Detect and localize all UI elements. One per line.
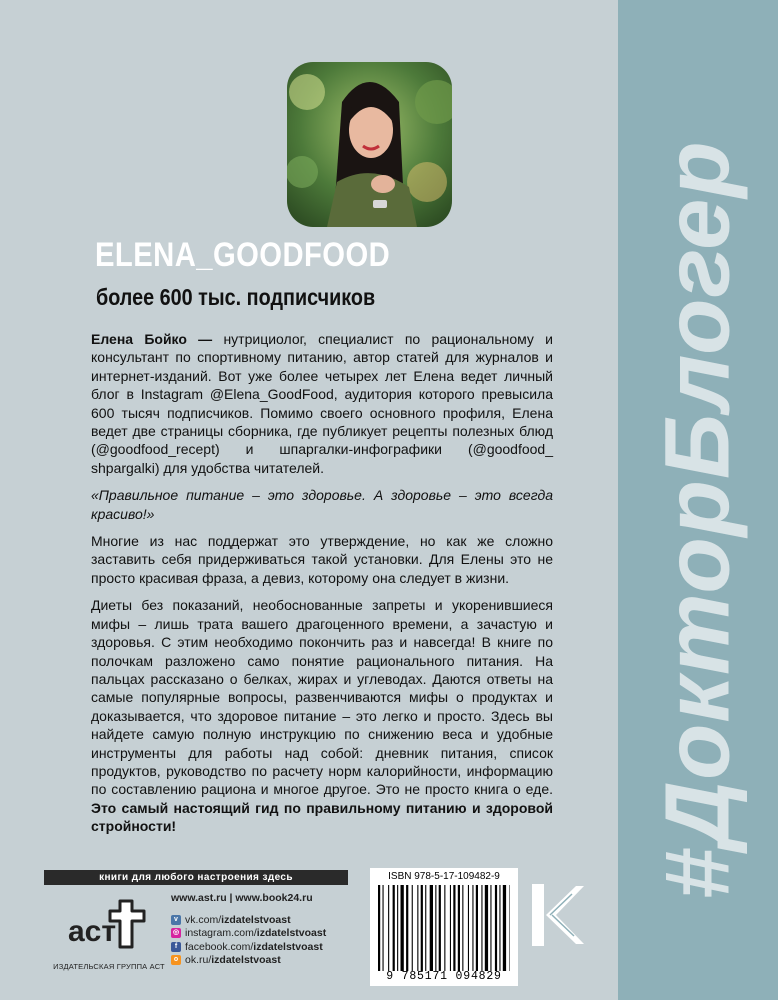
publisher-promo-banner: книги для любого настроения здесь — [44, 870, 348, 885]
book-summary-text: Диеты без показаний, необоснованные запреты и укоренившиеся мифы – лишь трата вашего драгоценного времени, а зачастую и здоровья. С этим необходимо покончить раз и навсегда! В книге по полочкам разложено само понятие рационального питания. На пальцах рассказано о белках, жирах и углеводах. Даются ответы на самые популярные вопросы, развенчиваются мифы о продуктах и доказывается, что здоровое питание – это легко и просто. Здесь вы найдете самую полную инструкцию по снижению веса и удобные инструменты для работы над собой: дневник питания, список продуктов, руководство по расчету норм калорийности, информацию по составлению рациона и многое другое. Это не просто книга о еде. — [91, 597, 553, 798]
social-prefix: vk.com/ — [185, 913, 222, 926]
book-summary-highlight: Это самый настоящий гид по правильному питанию и здоровой стройности! — [91, 799, 553, 835]
social-link-ok[interactable] — [171, 954, 326, 968]
author-bio-paragraph — [91, 330, 553, 477]
book-summary-paragraph — [91, 596, 553, 835]
isbn-barcode-block — [370, 868, 518, 986]
social-link-facebook[interactable] — [171, 940, 326, 954]
blogger-name: ELENA_GOODFOOD — [95, 236, 391, 274]
isbn-number: ISBN 978-5-17-109482-9 — [388, 871, 500, 882]
facebook-icon: f — [171, 942, 181, 952]
vk-icon: v — [171, 915, 181, 925]
social-handle: izdatelstvoast — [211, 954, 281, 967]
author-photo — [287, 62, 452, 227]
social-prefix: instagram.com/ — [185, 927, 257, 940]
social-handle: izdatelstvoast — [253, 940, 323, 953]
social-prefix: ok.ru/ — [185, 954, 212, 967]
author-bio-text: нутрициолог, специалист по рациональному и консультант по спортивному питанию, автор статей для журналов и интернет-изданий. Вот уже более четырех лет Елена ведет личный блог в Instagram @Elena_GoodFood, аудитория которого превысила 600 тысяч подписчиков. Помимо своего основного профиля, Елена ведет две страницы сборника, где публикует рецепты полезных блюд (@goodfood_recept) и шпаргалки-инфографики (@goodfood_ shpargalki) для удобства читателей. — [91, 331, 553, 476]
author-name: Елена Бойко — — [91, 331, 213, 347]
social-prefix: facebook.com/ — [185, 940, 254, 953]
ast-logo — [60, 895, 152, 951]
ok-icon: o — [171, 955, 181, 965]
instagram-icon: ◎ — [172, 929, 180, 937]
ast-logo-text: аст — [68, 915, 117, 948]
motto-paragraph: Многие из нас поддержат это утверждение, но как же сложно заставить себя придерживаться такой установки. Для Елены это не просто красивая фраза, а девиз, которому она следует в жизни. — [91, 533, 553, 586]
barcode — [378, 885, 510, 971]
social-handle: izdatelstvoast — [221, 913, 291, 926]
motto-quote: «Правильное питание – это здоровье. А здоровье – это всегда красиво!» — [91, 487, 553, 522]
k-imprint-logo — [528, 882, 588, 948]
social-handle: izdatelstvoast — [256, 927, 327, 940]
social-link-vk[interactable] — [171, 913, 326, 927]
barcode-digits: 9 785171 094829 — [386, 970, 502, 983]
publisher-links — [171, 892, 326, 967]
series-hashtag-title: #ДокторБлогер — [646, 140, 749, 900]
publisher-websites[interactable]: www.ast.ru | www.book24.ru — [171, 892, 313, 904]
followers-count: более 600 тыс. подписчиков — [96, 284, 376, 310]
book-description — [91, 330, 553, 845]
publisher-name: ИЗДАТЕЛЬСКАЯ ГРУППА АСТ — [53, 962, 165, 971]
social-link-instagram[interactable] — [171, 927, 326, 941]
